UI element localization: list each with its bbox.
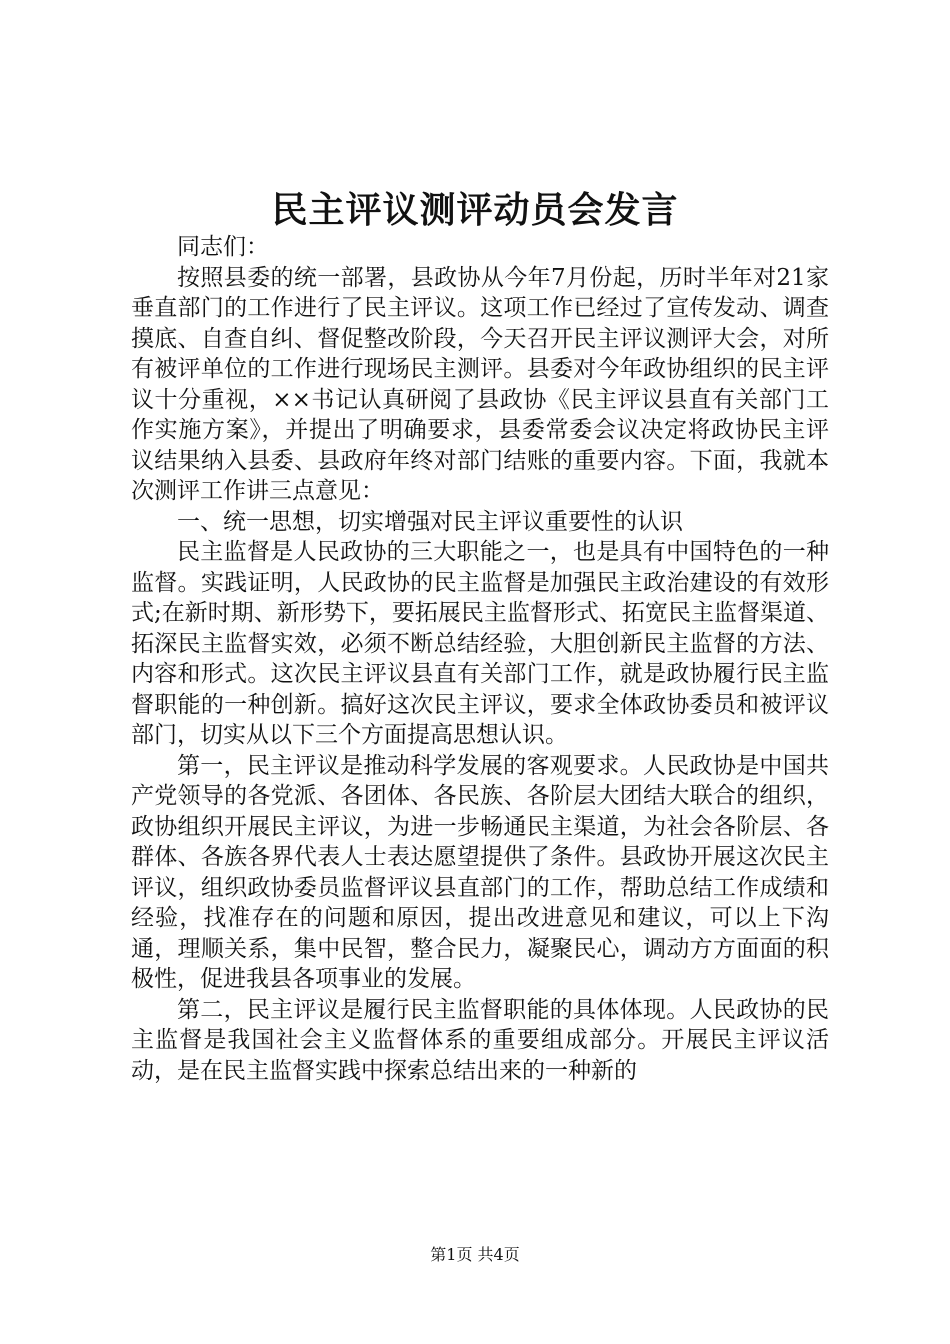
paragraph-point-1: 第一，民主评议是推动科学发展的客观要求。人民政协是中国共产党领导的各党派、各团体、各民族、各阶层大团结大联合的组织，政协组织开展民主评议，为进一步畅通民主渠道，为社会各阶层、各群体、各族各界代表人士表达愿望提供了条件。县政协开展这次民主评议，组织政协委员监督评议县直部门的工作，帮助总结工作成绩和经验，找准存在的问题和原因，提出改进意见和建议，可以上下沟通，理顺关系，集中民智，整合民力，凝聚民心，调动方方面面的积极性，促进我县各项事业的发展。 — [131, 752, 829, 992]
paragraph-point-2: 第二，民主评议是履行民主监督职能的具体体现。人民政协的民主监督是我国社会主义监督体系的重要组成部分。开展民主评议活动，是在民主监督实践中探索总结出来的一种新的 — [131, 996, 829, 1084]
paragraph-supervision: 民主监督是人民政协的三大职能之一，也是具有中国特色的一种监督。实践证明，人民政协的民主监督是加强民主政治建设的有效形式;在新时期、新形势下，要拓展民主监督形式、拓宽民主监督渠道、拓深民主监督实效，必须不断总结经验，大胆创新民主监督的方法、内容和形式。这次民主评议县直有关部门工作，就是政协履行民主监督职能的一种创新。搞好这次民主评议，要求全体政协委员和被评议部门，切实从以下三个方面提高思想认识。 — [131, 539, 829, 748]
document-title: 民主评议测评动员会发言 — [271, 189, 679, 231]
salutation: 同志们： — [177, 234, 269, 260]
document-body — [131, 232, 829, 1086]
section-heading-1: 一、统一思想，切实增强对民主评议重要性的认识 — [177, 508, 683, 535]
paragraph-intro: 按照县委的统一部署，县政协从今年7月份起，历时半年对21家垂直部门的工作进行了民主评议。这项工作已经过了宣传发动、调查摸底、自查自纠、督促整改阶段，今天召开民主评议测评大会，对所有被评单位的工作进行现场民主测评。县委对今年政协组织的民主评议十分重视，××书记认真研阅了县政协《民主评议县直有关部门工作实施方案》，并提出了明确要求，县委常委会议决定将政协民主评议结果纳入县委、县政府年终对部门结账的重要内容。下面，我就本次测评工作讲三点意见： — [131, 264, 829, 504]
page-number-footer: 第1页 共4页 — [430, 1245, 520, 1264]
